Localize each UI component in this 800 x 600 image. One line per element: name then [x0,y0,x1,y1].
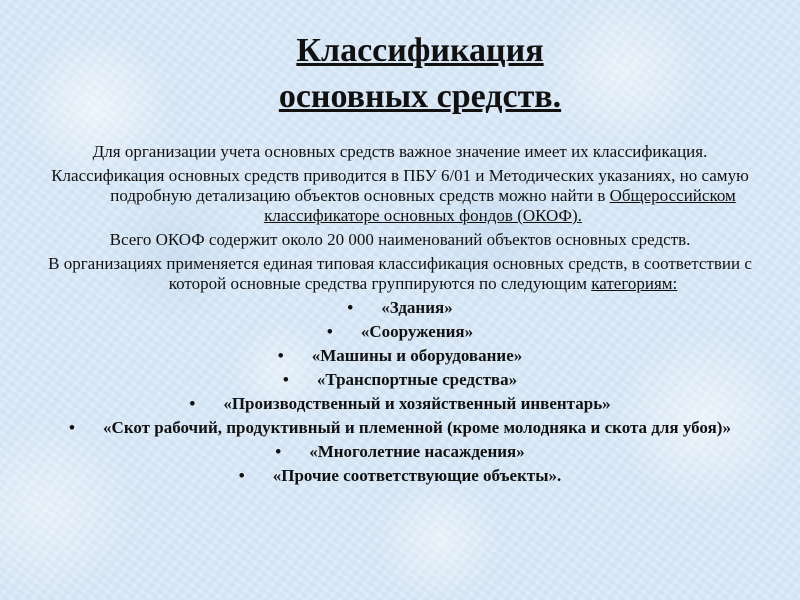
category-item [24,370,776,390]
category-item [24,442,776,462]
paragraph-pbu [24,166,776,226]
categories-list [24,298,776,486]
category-label: «Многолетние насаждения» [309,442,525,461]
category-item [24,346,776,366]
categories-link[interactable]: категориям: [591,274,678,293]
paragraph-classification [24,254,776,294]
category-label: «Скот рабочий, продуктивный и племенной (кроме молодняка и скота для убоя)» [103,418,731,437]
category-item [24,418,776,438]
bullet-icon: • [326,322,333,341]
paragraph-classification-text: В организациях применяется единая типовая классификация основных средств, в соответствии с которой основные средства группируются по следующим [48,254,752,293]
paragraph-importance: Для организации учета основных средств важное значение имеет их классификация. [92,142,708,161]
category-item [24,298,776,318]
bullet-icon: • [238,466,245,485]
paragraph-pbu-text: Классификация основных средств приводится в ПБУ 6/01 и Методических указаниях, но самую подробную детализацию объектов основных средств можно найти в [51,166,749,205]
bullet-icon: • [189,394,196,413]
slide-body [24,142,776,490]
okof-link[interactable]: Общероссийском классификаторе основных фондов (ОКОФ). [264,186,736,225]
category-item [24,466,776,486]
bullet-icon: • [282,370,289,389]
category-label: «Машины и оборудование» [311,346,523,365]
bullet-icon: • [277,346,284,365]
bullet-icon: • [347,298,354,317]
category-label: «Сооружения» [360,322,474,341]
category-label: «Прочие соответствующие объекты». [272,466,562,485]
category-label: «Здания» [381,298,453,317]
category-item [24,322,776,342]
slide-title [230,28,610,120]
slide-title-line-1: Классификация [296,32,544,69]
bullet-icon: • [69,418,75,437]
bullet-icon: • [275,442,282,461]
category-item [24,394,776,414]
category-label: «Транспортные средства» [316,370,518,389]
category-label: «Производственный и хозяйственный инвентарь» [223,394,611,413]
paragraph-okof-count: Всего ОКОФ содержит около 20 000 наименований объектов основных средств. [109,230,691,249]
slide-title-line-2: основных средств. [278,78,562,115]
